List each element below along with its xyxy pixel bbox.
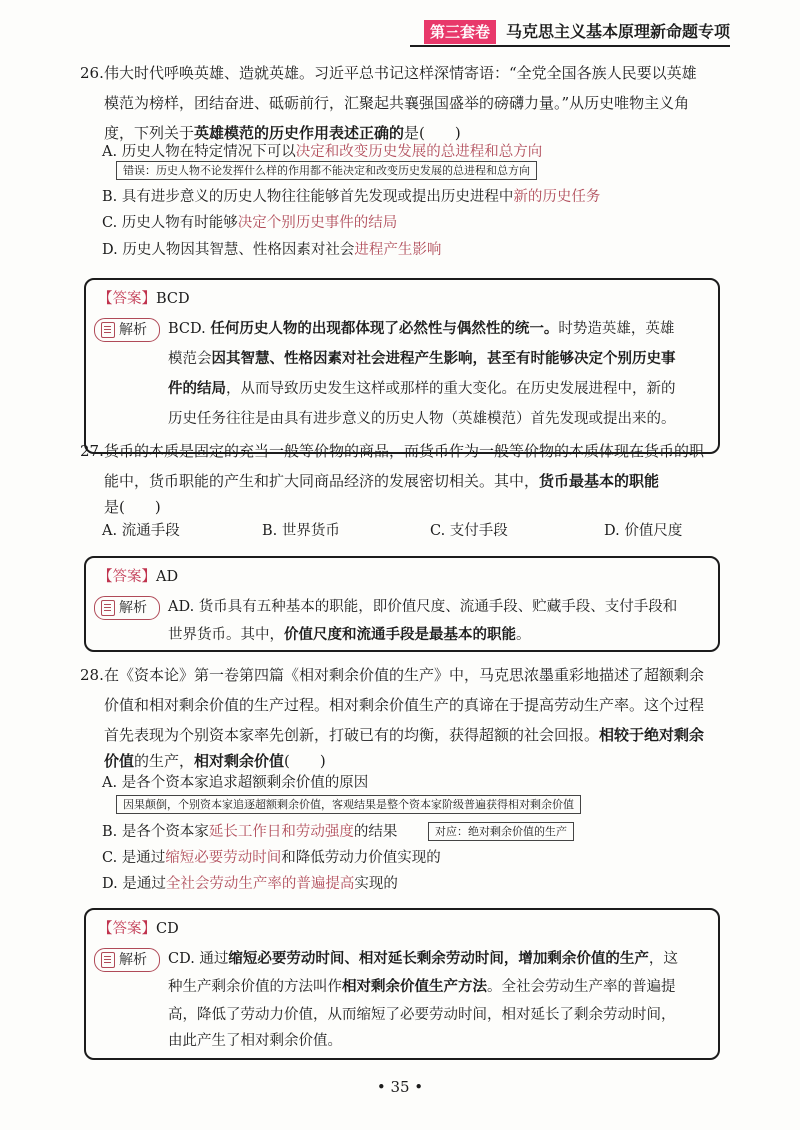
question-line: 是( ) (104, 498, 161, 516)
option-c: C. 历史人物有时能够决定个别历史事件的结局 (102, 215, 398, 231)
answer-value: BCD (156, 291, 190, 307)
page-number: • 35 • (376, 1078, 424, 1096)
header-title: 马克思主义基本原理新命题专项 (506, 22, 731, 41)
answer-value: AD (156, 569, 179, 585)
answer-label: 【答案】BCD (98, 291, 190, 307)
question-line: 能中，货币职能的产生和扩大同商品经济的发展密切相关。其中，货币最基本的职能 (104, 472, 660, 490)
option-b: B. 是各个资本家延长工作日和劳动强度的结果 (102, 824, 398, 840)
explanation-line: 件的结局，从而导致历史发生这样或那样的重大变化。在历史发展进程中，新的 (168, 380, 676, 397)
explanation-line: 模范会因其智慧、性格因素对社会进程产生影响，甚至有时能够决定个别历史事 (168, 350, 676, 367)
question-line: 度，下列关于英雄模范的历史作用表述正确的是( ) (104, 124, 461, 142)
section-tag: 第三套卷 (424, 20, 496, 44)
option-c: C. 是通过缩短必要劳动时间和降低劳动力价值实现的 (102, 850, 441, 866)
answer-label: 【答案】CD (98, 921, 179, 937)
option-a: A. 历史人物在特定情况下可以决定和改变历史发展的总进程和总方向 (102, 144, 543, 160)
option-d: D. 是通过全社会劳动生产率的普遍提高实现的 (102, 876, 398, 892)
answer-box (84, 556, 720, 652)
option-b: B. 世界货币 (262, 523, 340, 539)
question-number: 26. (80, 64, 104, 82)
answer-label: 【答案】AD (98, 569, 179, 585)
explanation-line: 高，降低了劳动力价值，从而缩短了必要劳动时间，相对延长了剩余劳动时间， (168, 1007, 676, 1023)
explanation-line: 历史任务往往是由具有进步意义的历史人物（英雄模范）首先发现或提出来的。 (168, 411, 676, 427)
annotation-note: 对应：绝对剩余价值的生产 (428, 822, 574, 841)
question-number: 27. (80, 442, 104, 460)
answer-value: CD (156, 921, 179, 937)
annotation-note: 因果颠倒，个别资本家追逐超额剩余价值，客观结果是整个资本家阶级普遍获得相对剩余价值 (116, 795, 581, 814)
pen-note-icon (101, 952, 115, 968)
question-line: 首先表现为个别资本家率先创新，打破已有的均衡，获得超额的社会回报。相较于绝对剩余 (104, 726, 705, 744)
answer-box (84, 278, 720, 454)
question-line: 伟大时代呼唤英雄、造就英雄。习近平总书记这样深情寄语：“全党全国各族人民要以英雄 (104, 64, 697, 82)
header-divider (410, 45, 730, 47)
explanation-line: 世界货币。其中，价值尺度和流通手段是最基本的职能。 (168, 626, 531, 643)
question-line: 模范为榜样，团结奋进、砥砺前行，汇聚起共襄强国盛举的磅礴力量。”从历史唯物主义角 (104, 94, 690, 112)
annotation-note: 错误：历史人物不论发挥什么样的作用都不能决定和改变历史发展的总进程和总方向 (116, 161, 537, 180)
explanation-line: BCD. 任何历史人物的出现都体现了必然性与偶然性的统一。时势造英雄，英雄 (168, 320, 675, 337)
explanation-line: 由此产生了相对剩余价值。 (168, 1033, 342, 1049)
pen-note-icon (101, 600, 115, 616)
question-line: 价值和相对剩余价值的生产过程。相对剩余价值生产的真谛在于提高劳动生产率。这个过程 (104, 696, 705, 714)
question-line: 在《资本论》第一卷第四篇《相对剩余价值的生产》中，马克思浓墨重彩地描述了超额剩余 (104, 666, 705, 684)
answer-box (84, 908, 720, 1060)
option-c: C. 支付手段 (430, 523, 508, 539)
option-d: D. 历史人物因其智慧、性格因素对社会进程产生影响 (102, 242, 442, 258)
page-header (410, 20, 730, 46)
option-a: A. 流通手段 (102, 523, 180, 539)
explanation-line: AD. 货币具有五种基本的职能，即价值尺度、流通手段、贮藏手段、支付手段和 (168, 599, 678, 615)
explanation-line: 种生产剩余价值的方法叫作相对剩余价值生产方法。全社会劳动生产率的普遍提 (168, 978, 676, 995)
explanation-badge: 解析 (94, 948, 160, 972)
option-b: B. 具有进步意义的历史人物往往能够首先发现或提出历史进程中新的历史任务 (102, 189, 601, 205)
question-line: 货币的本质是固定的充当一般等价物的商品，而货币作为一般等价物的本质体现在货币的职 (104, 442, 705, 460)
option-a: A. 是各个资本家追求超额剩余价值的原因 (102, 775, 369, 791)
option-d: D. 价值尺度 (604, 523, 683, 539)
question-number: 28. (80, 666, 104, 684)
question-line: 价值的生产，相对剩余价值( ) (104, 752, 326, 770)
explanation-line: CD. 通过缩短必要劳动时间、相对延长剩余劳动时间，增加剩余价值的生产，这 (168, 950, 678, 967)
pen-note-icon (101, 322, 115, 338)
explanation-badge: 解析 (94, 318, 160, 342)
explanation-badge: 解析 (94, 596, 160, 620)
